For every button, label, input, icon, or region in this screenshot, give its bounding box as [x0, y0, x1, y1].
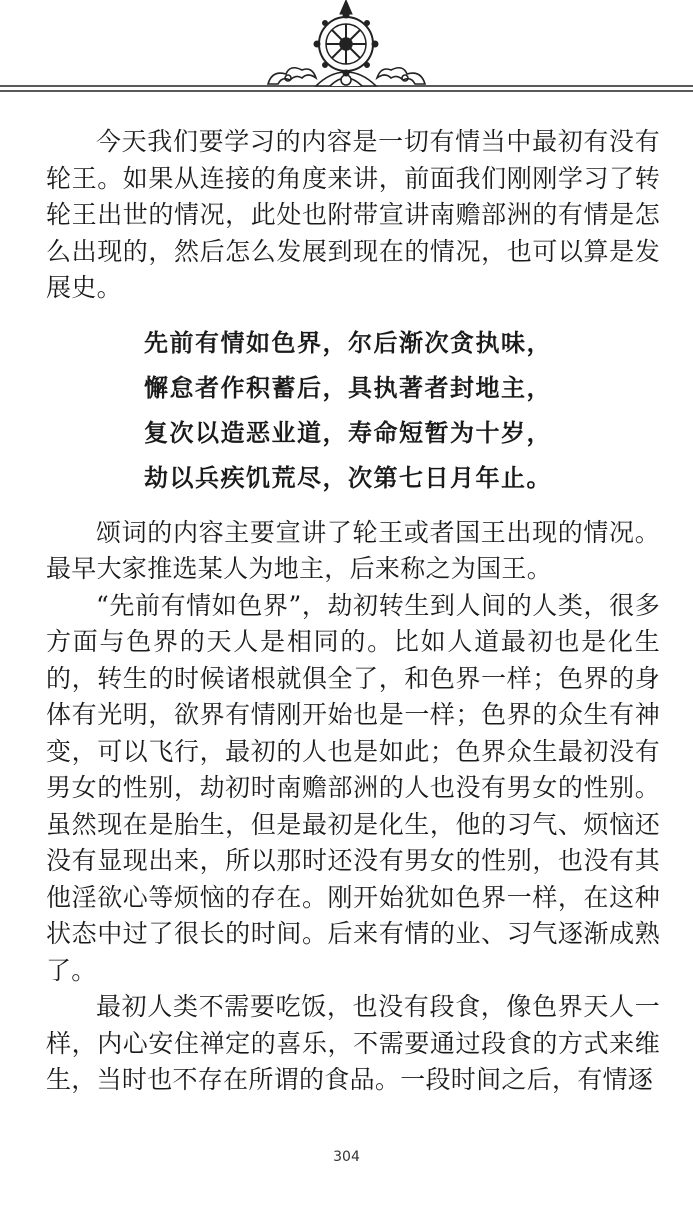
paragraph-form-realm: “先前有情如色界”，劫初转生到人间的人类，很多方面与色界的天人是相同的。比如人道最初也是化生的，转生的时候诸根就俱全了，和色界一样；色界的身体有光明，欲界有情刚开始也是一样；色界的众生有神变，可以飞行，最初的人也是如此；色界众生最初没有男女的性别，劫初时南赡部洲的人也没有男女的性别。虽然现在是胎生，但是最初是化生，他的习气、烦恼还没有显现出来，所以那时还没有男女的性别，也没有其他淫欲心等烦恼的存在。刚开始犹如色界一样，在这种状态中过了很长的时间。后来有情的业、习气逐渐成熟了。 [46, 590, 660, 985]
paragraph-verse-summary: 颂词的内容主要宣讲了轮王或者国王出现的情况。最早大家推选某人为地主，后来称之为国王。 [46, 517, 660, 583]
dharma-wheel-icon [0, 0, 693, 110]
verse-line: 先前有情如色界，尔后渐次贪执味， [144, 328, 552, 357]
verse-line: 劫以兵疾饥荒尽，次第七日月年止。 [144, 463, 552, 492]
page-number: 304 [333, 1149, 360, 1165]
paragraph-intro: 今天我们要学习的内容是一切有情当中最初有没有轮王。如果从连接的角度来讲，前面我们刚刚学习了转轮王出世的情况，此处也附带宣讲南赡部洲的有情是怎么出现的，然后怎么发展到现在的情况，也可以算是发展史。 [46, 127, 660, 302]
page-header-ornament [0, 0, 693, 110]
verse-block [144, 321, 660, 501]
page-body [46, 124, 660, 1099]
verse-line: 复次以造恶业道，寿命短暂为十岁， [144, 418, 552, 447]
paragraph-food: 最初人类不需要吃饭，也没有段食，像色界天人一样，内心安住禅定的喜乐，不需要通过段食的方式来维生，当时也不存在所谓的食品。一段时间之后，有情逐 [46, 992, 660, 1094]
verse-line: 懈怠者作积蓄后，具执著者封地主， [144, 373, 552, 402]
